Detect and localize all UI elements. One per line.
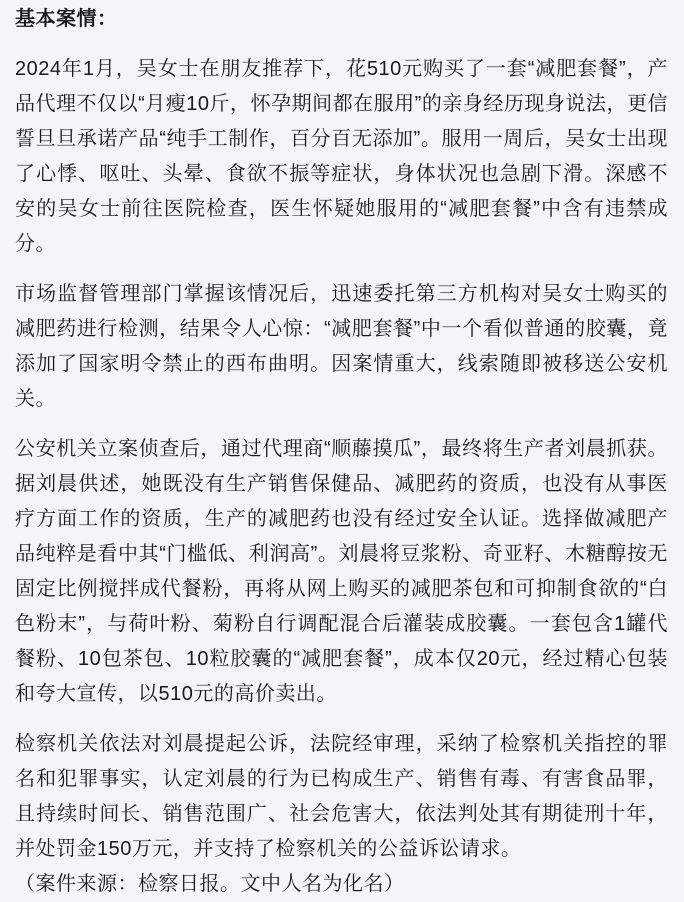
paragraph-police-investigation: 公安机关立案侦查后，通过代理商“顺藤摸瓜”，最终将生产者刘晨抓获。据刘晨供述，她既没有生产销售保健品、减肥药的资质，也没有从事医疗方面工作的资质，生产的减肥药也没有经过安全认证。选择做减肥产品纯粹是看中其“门槛低、利润高”。刘晨将豆浆粉、奇亚籽、木糖醇按无固定比例搅拌成代餐粉，再将从网上购买的减肥茶包和可抑制食欲的“白色粉末”，与荷叶粉、菊粉自行调配混合后灌装成胶囊。一套包含1罐代餐粉、10包茶包、10粒胶囊的“减肥套餐”，成本仅20元，经过精心包装和夸大宣传，以510元的高价卖出。: [15, 438, 668, 705]
paragraph-court-verdict: 检察机关依法对刘晨提起公诉，法院经审理，采纳了检察机关指控的罪名和犯罪事实，认定刘晨的行为已构成生产、销售有毒、有害食品罪，且持续时间长、销售范围广、社会危害大，依法判处其有期徒刑十年，并处罚金150万元，并支持了检察机关的公益诉讼请求。: [15, 733, 668, 860]
section-heading: 基本案情：: [15, 8, 118, 30]
source-note: （案件来源：检察日报。文中人名为化名）: [15, 873, 405, 895]
paragraph-case-intro: 2024年1月，吴女士在朋友推荐下，花510元购买了一套“减肥套餐”，产品代理不仅以“月瘦10斤，怀孕期间都在服用”的亲身经历现身说法，更信誓旦旦承诺产品“纯手工制作，百分百无添加”。服用一周后，吴女士出现了心悸、呕吐、头晕、食欲不振等症状，身体状况也急剧下滑。深感不安的吴女士前往医院检查，医生怀疑她服用的“减肥套餐”中含有违禁成分。: [15, 58, 668, 255]
paragraph-market-supervision: 市场监督管理部门掌握该情况后，迅速委托第三方机构对吴女士购买的减肥药进行检测，结果令人心惊：“减肥套餐”中一个看似普通的胶囊，竟添加了国家明令禁止的西布曲明。因案情重大，线索随即被移送公安机关。: [15, 283, 668, 410]
